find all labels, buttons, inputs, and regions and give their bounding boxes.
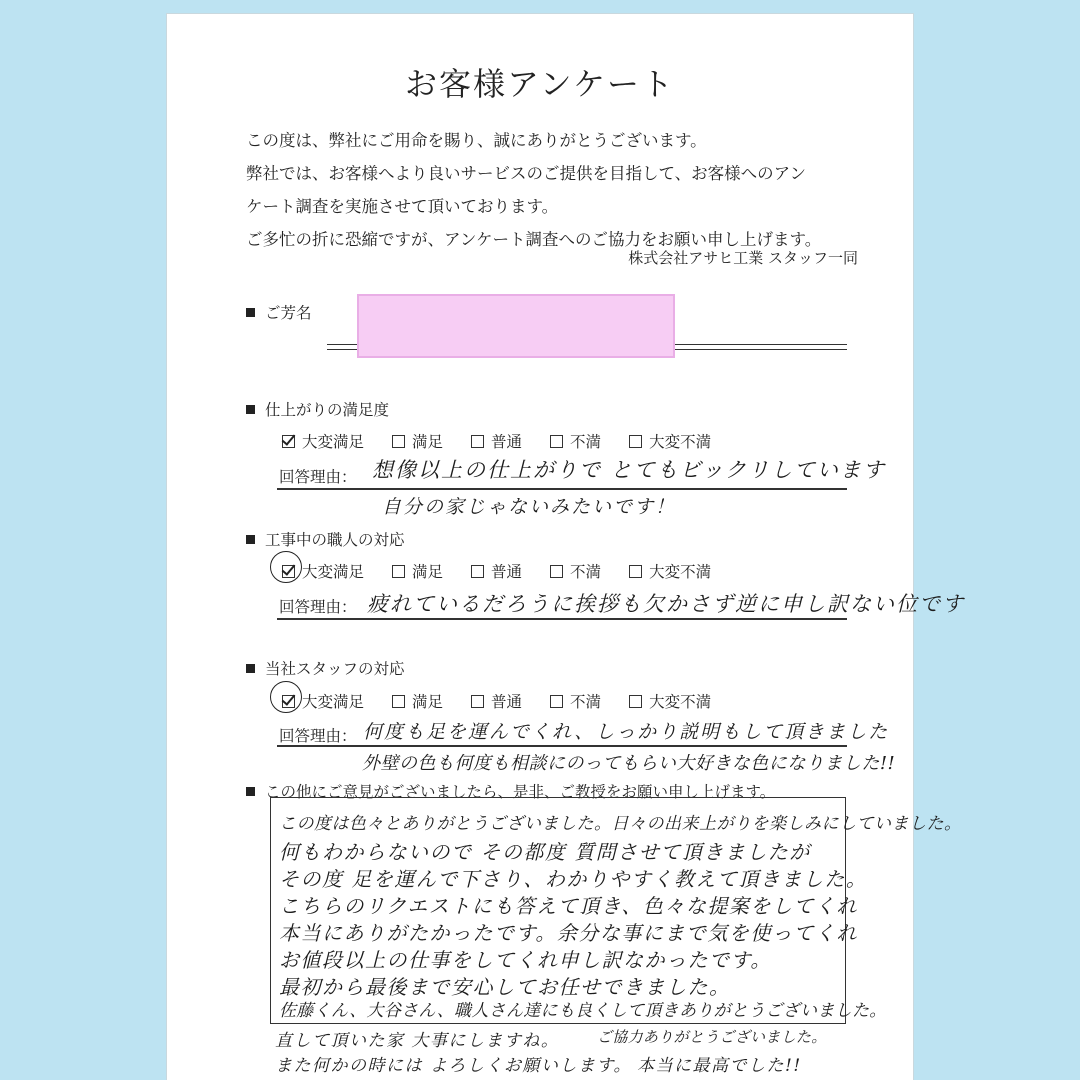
q1-option-very-satisfied[interactable]: 大変満足 [282, 430, 364, 452]
q3-option-neutral[interactable]: 普通 [471, 690, 522, 712]
q3-heading [246, 657, 405, 679]
checkbox-icon[interactable] [629, 435, 642, 448]
checkbox-icon[interactable] [392, 435, 405, 448]
comment-outside-right-2: 本当に最高でした!! [637, 1056, 802, 1076]
comment-line-6: お値段以上の仕事をしてくれ申し訳なかったです。 [279, 948, 772, 972]
intro-line-3: ケート調査を実施させて頂いております。 [246, 197, 559, 216]
checked-checkbox-icon[interactable] [282, 695, 295, 708]
name-section-heading [246, 301, 312, 323]
q1-answer-line-1: 想像以上の仕上がりで とてもビックリしています [372, 458, 886, 482]
bullet-square-icon [246, 308, 255, 317]
q1-answer-line-2: 自分の家じゃないみたいです！ [382, 496, 677, 518]
comment-line-3: その度 足を運んで下さり、わかりやすく教えて頂きました。 [279, 867, 868, 891]
comment-line-7: 最初から最後まで安心してお任せできました。 [279, 975, 731, 999]
comment-line-1: この度は色々とありがとうございました。日々の出来上がりを楽しみにしていました。 [279, 814, 962, 834]
checked-checkbox-icon[interactable] [282, 435, 295, 448]
q2-option-very-satisfied[interactable]: 大変満足 [282, 560, 364, 582]
checked-checkbox-icon[interactable] [282, 565, 295, 578]
comments-title: この他にご意見がございましたら、是非、ご教授をお願い申し上げます。 [265, 783, 776, 801]
q3-option-dissatisfied[interactable]: 不満 [550, 690, 601, 712]
q3-answer-line-1: 何度も足を運んでくれ、しっかり説明もして頂きました [363, 721, 890, 743]
comment-line-5: 本当にありがたかったです。余分な事にまで気を使ってくれ [279, 921, 858, 945]
q3-answer-underline [277, 745, 847, 747]
bullet-square-icon [246, 787, 255, 796]
checkbox-icon[interactable] [550, 565, 563, 578]
q1-reason-label: 回答理由： [279, 468, 357, 486]
q3-options [282, 690, 739, 712]
bullet-square-icon [246, 535, 255, 544]
bullet-square-icon [246, 664, 255, 673]
q1-heading [246, 398, 389, 420]
comment-outside-right-1: ご協力ありがとうございました。 [597, 1028, 827, 1046]
q3-option-very-satisfied[interactable]: 大変満足 [282, 690, 364, 712]
comment-line-4: こちらのリクエストにも答えて頂き、色々な提案をしてくれ [279, 894, 858, 918]
checkbox-icon[interactable] [392, 695, 405, 708]
checkbox-icon[interactable] [471, 565, 484, 578]
comment-outside-left-1: 直して頂いた家 大事にしますね。 [275, 1031, 560, 1051]
intro-line-2: 弊社では、お客様へより良いサービスのご提供を目指して、お客様へのアン [246, 164, 807, 183]
q2-answer-underline [277, 618, 847, 620]
checkbox-icon[interactable] [471, 695, 484, 708]
q1-title: 仕上がりの満足度 [265, 401, 390, 419]
checkbox-icon[interactable] [629, 695, 642, 708]
q2-option-very-dissatisfied[interactable]: 大変不満 [629, 560, 711, 582]
q2-option-satisfied[interactable]: 満足 [392, 560, 443, 582]
survey-sheet [167, 14, 965, 1080]
q2-title: 工事中の職人の対応 [265, 531, 405, 549]
checkbox-icon[interactable] [629, 565, 642, 578]
q1-option-dissatisfied[interactable]: 不満 [550, 430, 601, 452]
comment-line-8: 佐藤くん、大谷さん、職人さん達にも良くして頂きありがとうございました。 [279, 1001, 887, 1021]
q3-option-very-dissatisfied[interactable]: 大変不満 [629, 690, 711, 712]
q3-reason-label: 回答理由： [279, 727, 357, 745]
q2-reason-label: 回答理由： [279, 598, 357, 616]
q3-title: 当社スタッフの対応 [265, 660, 405, 678]
intro-line-1: この度は、弊社にご用命を賜り、誠にありがとうございます。 [246, 131, 707, 150]
checkbox-icon[interactable] [392, 565, 405, 578]
q2-options [282, 560, 739, 582]
checkbox-icon[interactable] [471, 435, 484, 448]
bullet-square-icon [246, 405, 255, 414]
checkbox-icon[interactable] [550, 435, 563, 448]
q3-answer-line-2: 外壁の色も何度も相談にのってもらい大好きな色になりました!! [362, 753, 896, 774]
q1-option-very-dissatisfied[interactable]: 大変不満 [629, 430, 711, 452]
name-label: ご芳名 [265, 304, 312, 322]
company-signature: 株式会社アサヒ工業 スタッフ一同 [628, 249, 858, 267]
survey-title: お客様アンケート [404, 65, 676, 103]
q2-option-neutral[interactable]: 普通 [471, 560, 522, 582]
q2-heading [246, 528, 405, 550]
q2-answer-line-1: 疲れているだろうに挨拶も欠かさず逆に申し訳ない位です [367, 592, 965, 616]
comment-line-2: 何もわからないので その都度 質問させて頂きましたが [279, 840, 811, 864]
q1-options [282, 430, 739, 452]
comment-outside-left-2: また何かの時には よろしくお願いします。 [275, 1056, 633, 1076]
q1-answer-underline [277, 488, 847, 490]
q1-option-neutral[interactable]: 普通 [471, 430, 522, 452]
checkbox-icon[interactable] [550, 695, 563, 708]
intro-line-4: ご多忙の折に恐縮ですが、アンケート調査へのご協力をお願い申し上げます。 [246, 230, 822, 249]
q3-option-satisfied[interactable]: 満足 [392, 690, 443, 712]
q1-option-satisfied[interactable]: 満足 [392, 430, 443, 452]
name-redaction-box [357, 294, 675, 358]
q2-option-dissatisfied[interactable]: 不満 [550, 560, 601, 582]
